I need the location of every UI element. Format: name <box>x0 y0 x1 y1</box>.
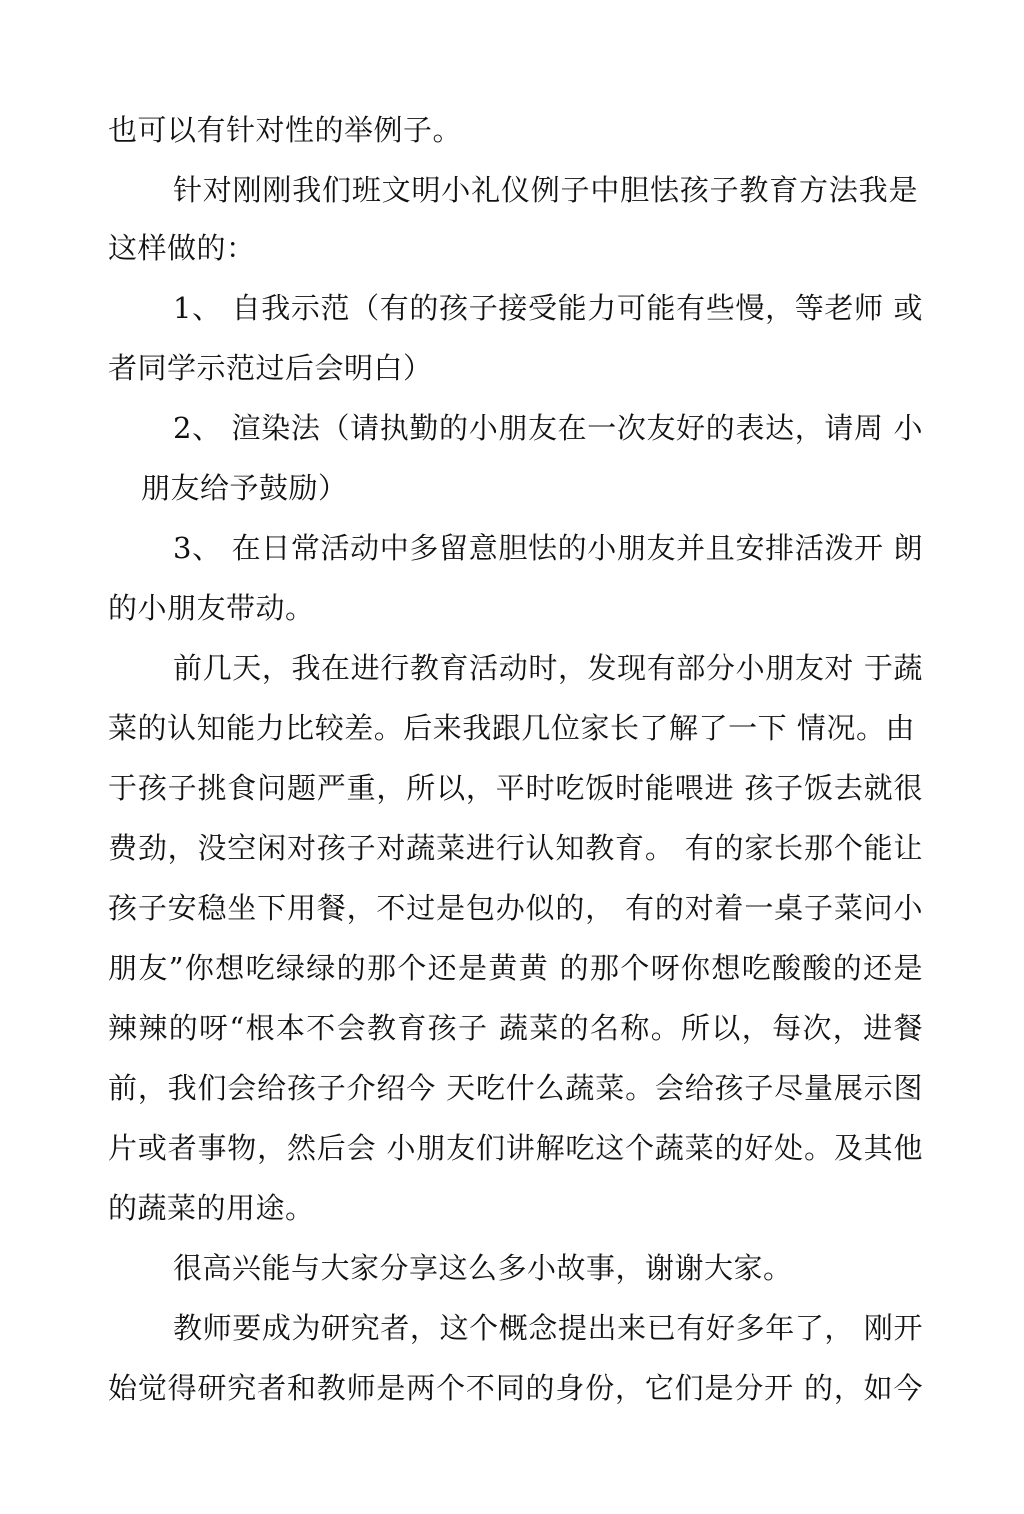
text-line: 1、 自我示范（有的孩子接受能力可能有些慢，等老师 或 <box>173 291 923 325</box>
text-line: 教师要成为研究者，这个概念提出来已有好多年了， 刚开 <box>173 1311 923 1345</box>
text-line: 的小朋友带动。 <box>108 591 315 625</box>
text-line: 于孩子挑食问题严重，所以，平时吃饭时能喂进 孩子饭去就很 <box>108 771 923 805</box>
text-line: 辣辣的呀“根本不会教育孩子 蔬菜的名称。所以，每次，进餐 <box>108 1011 923 1045</box>
text-line: 片或者事物，然后会 小朋友们讲解吃这个蔬菜的好处。及其他 <box>108 1131 923 1165</box>
text-line: 始觉得研究者和教师是两个不同的身份，它们是分开 的，如今 <box>108 1371 923 1405</box>
text-line: 费劲，没空闲对孩子对蔬菜进行认知教育。 有的家长那个能让 <box>108 831 923 865</box>
text-line: 的蔬菜的用途。 <box>108 1191 315 1225</box>
text-line: 这样做的： <box>108 231 256 265</box>
text-line: 菜的认知能力比较差。后来我跟几位家长了解了一下 情况。由 <box>108 711 915 745</box>
text-line: 很高兴能与大家分享这么多小故事，谢谢大家。 <box>173 1251 793 1285</box>
text-line: 孩子安稳坐下用餐，不过是包办似的， 有的对着一桌子菜问小 <box>108 891 923 925</box>
text-line: 朋友”你想吃绿绿的那个还是黄黄 的那个呀你想吃酸酸的还是 <box>108 951 923 985</box>
text-line: 者同学示范过后会明白） <box>108 351 433 385</box>
text-line: 3、 在日常活动中多留意胆怯的小朋友并且安排活泼开 朗 <box>173 531 923 565</box>
text-line: 2、 渲染法（请执勤的小朋友在一次友好的表达，请周 小 <box>173 411 923 445</box>
text-line: 前几天，我在进行教育活动时，发现有部分小朋友对 于蔬 <box>173 651 923 685</box>
text-line: 前，我们会给孩子介绍今 天吃什么蔬菜。会给孩子尽量展示图 <box>108 1071 923 1105</box>
text-line: 也可以有针对性的举例子。 <box>108 113 463 147</box>
text-line: 朋友给予鼓励） <box>141 471 348 505</box>
text-line: 针对刚刚我们班文明小礼仪例子中胆怯孩子教育方法我是 <box>173 173 918 207</box>
